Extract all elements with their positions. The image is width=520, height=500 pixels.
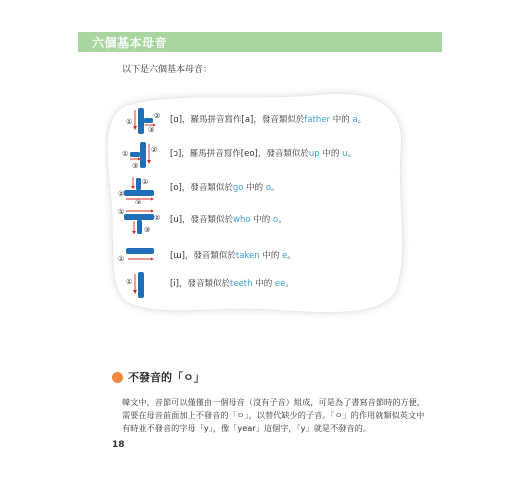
stroke-number: ③ xyxy=(132,162,139,170)
vowel-row-o xyxy=(118,174,398,202)
vowel-eo-description: [ɔ]，羅馬拼音寫作[eo]，發音類似於up 中的 u。 xyxy=(170,149,356,159)
vowel-row-eo xyxy=(118,140,398,168)
vowel-eu-description: [ɯ]，發音類似於taken 中的 e。 xyxy=(170,251,296,261)
stroke-number: ① xyxy=(118,208,125,216)
stroke-number: ② xyxy=(118,190,125,198)
vowel-row-i xyxy=(118,270,398,298)
vowel-i-glyph xyxy=(118,270,162,300)
stroke-number: ② xyxy=(154,214,161,222)
stroke-number: ① xyxy=(126,278,133,286)
stroke-number: ③ xyxy=(135,199,142,204)
stroke-number: ③ xyxy=(144,226,151,234)
stroke-number: ② xyxy=(151,146,158,154)
vowel-eo-glyph xyxy=(118,140,162,170)
stroke-number: ② xyxy=(154,112,161,120)
section-title: 不發音的「ㅇ」 xyxy=(128,371,205,384)
vowel-eu-glyph xyxy=(118,242,162,272)
stroke-number: ① xyxy=(118,255,125,263)
vowel-a-glyph xyxy=(118,106,162,136)
vowel-row-u xyxy=(118,206,398,234)
vowel-o-description: [o]，發音類似於go 中的 o。 xyxy=(170,183,280,193)
stroke-number: ① xyxy=(126,118,133,126)
vowel-row-a xyxy=(118,106,398,134)
intro-text: 以下是六個基本母音： xyxy=(122,65,213,75)
stroke-number: ① xyxy=(142,178,149,186)
section-bullet-icon xyxy=(112,372,123,383)
vowel-u-glyph xyxy=(118,206,162,236)
vowel-i-description: [i]，發音類似於teeth 中的 ee。 xyxy=(170,279,294,289)
page-number: 18 xyxy=(112,440,125,450)
stroke-number: ① xyxy=(122,150,129,158)
body-paragraph: 韓文中，音節可以僅僅由一個母音（沒有子音）組成，可是為了書寫音節時的方便，需要在母音前面加上不發音的「ㅇ」，以替代缺少的子音。「ㅇ」的作用就類似英文中有時並不發音的字母「y」，像「year」這個字，「y」就是不發音的。 xyxy=(122,397,425,433)
vowel-a-description: [ɑ]，羅馬拼音寫作[a]，發音類似於father 中的 a。 xyxy=(170,115,367,125)
vowel-row-eu xyxy=(118,242,398,270)
chapter-title: 六個基本母音 xyxy=(92,36,168,50)
vowel-o-glyph xyxy=(118,174,162,204)
vowel-u-description: [u]，發音類似於who 中的 o。 xyxy=(170,215,287,225)
stroke-number: ③ xyxy=(148,126,155,134)
